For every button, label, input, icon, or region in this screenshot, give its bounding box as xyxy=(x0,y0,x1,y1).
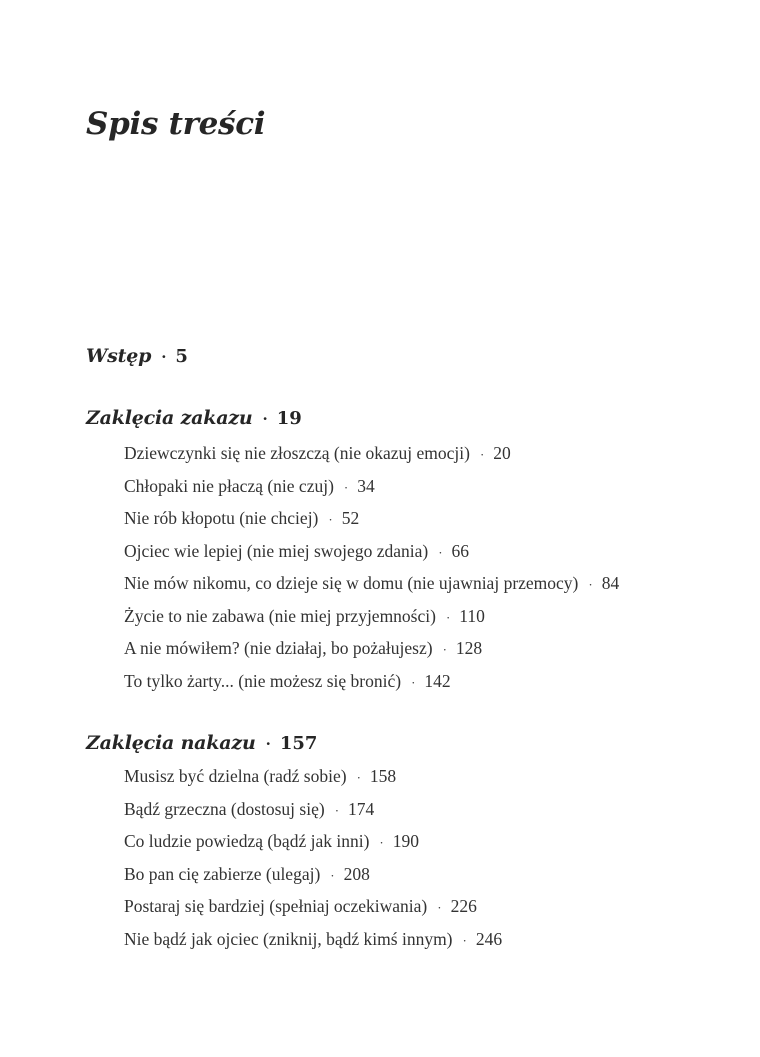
entry-page-number: 226 xyxy=(450,896,477,916)
toc-section-zaklecia-nakazu[interactable] xyxy=(86,729,317,758)
toc-entry[interactable] xyxy=(124,858,502,891)
toc-entry[interactable] xyxy=(124,632,619,665)
toc-entry[interactable] xyxy=(124,890,502,923)
entry-label: Nie rób kłopotu (nie chciej) xyxy=(124,508,319,528)
section-label: Zaklęcia zakazu xyxy=(86,407,253,429)
section-page-number: 157 xyxy=(279,733,318,754)
entry-label: Bądź grzeczna (dostosuj się) xyxy=(124,798,325,819)
entry-page-number: 110 xyxy=(459,605,485,626)
toc-entries-zaklecia-zakazu xyxy=(124,437,619,697)
toc-section-zaklecia-zakazu[interactable] xyxy=(86,404,302,433)
toc-entry[interactable] xyxy=(124,793,502,826)
separator-dot: · xyxy=(442,642,447,657)
toc-section-wstep[interactable] xyxy=(86,342,188,371)
entry-label: Chłopaki nie płaczą (nie czuj) xyxy=(124,475,334,496)
toc-entry[interactable] xyxy=(124,535,619,568)
toc-entry[interactable] xyxy=(124,600,619,633)
separator-dot: · xyxy=(262,410,268,428)
separator-dot: · xyxy=(588,577,593,592)
entry-label: Bo pan cię zabierze (ulegaj) xyxy=(124,863,321,884)
separator-dot: · xyxy=(356,770,361,785)
entry-page-number: 20 xyxy=(493,443,511,463)
toc-entry[interactable] xyxy=(124,502,619,535)
entry-page-number: 246 xyxy=(475,928,503,949)
entry-page-number: 34 xyxy=(357,475,375,496)
separator-dot: · xyxy=(438,544,443,560)
separator-dot: · xyxy=(328,512,333,527)
entry-label: Co ludzie powiedzą (bądź jak inni) xyxy=(124,831,370,851)
separator-dot: · xyxy=(411,674,416,690)
entry-label: Nie mów nikomu, co dzieje się w domu (nie ujawniaj przemocy) xyxy=(124,573,579,593)
separator-dot: · xyxy=(334,802,340,818)
entry-label: Musisz być dzielna (radź sobie) xyxy=(124,766,347,786)
entry-label: To tylko żarty... (nie możesz się bronić) xyxy=(124,670,402,691)
separator-dot: · xyxy=(437,900,442,915)
toc-entry[interactable] xyxy=(124,567,619,600)
entry-label: Dziewczynki się nie złoszczą (nie okazuj emocji) xyxy=(124,443,470,463)
separator-dot: · xyxy=(479,447,485,462)
toc-entries-zaklecia-nakazu xyxy=(124,760,502,955)
entry-label: Nie bądź jak ojciec (zniknij, bądź kimś innym) xyxy=(124,928,453,949)
toc-entry[interactable] xyxy=(124,470,619,503)
separator-dot: · xyxy=(343,479,349,495)
separator-dot: · xyxy=(161,348,167,366)
separator-dot: · xyxy=(445,609,451,625)
separator-dot: · xyxy=(379,835,384,850)
toc-entry[interactable] xyxy=(124,665,619,698)
section-page-number: 19 xyxy=(276,408,302,429)
toc-entry[interactable] xyxy=(124,923,502,956)
entry-page-number: 142 xyxy=(424,670,451,691)
page-title: Spis treści xyxy=(86,106,266,142)
entry-page-number: 190 xyxy=(392,831,419,851)
entry-page-number: 84 xyxy=(601,573,620,593)
separator-dot: · xyxy=(265,735,271,753)
toc-entry[interactable] xyxy=(124,825,502,858)
section-label: Wstęp xyxy=(86,345,152,367)
separator-dot: · xyxy=(462,932,467,948)
entry-page-number: 208 xyxy=(343,863,370,884)
toc-entry[interactable] xyxy=(124,760,502,793)
section-page-number: 5 xyxy=(175,346,188,367)
entry-page-number: 158 xyxy=(369,766,397,786)
entry-label: Postaraj się bardziej (spełniaj oczekiwania) xyxy=(124,896,428,916)
entry-page-number: 66 xyxy=(451,540,470,561)
toc-entry[interactable] xyxy=(124,437,619,470)
separator-dot: · xyxy=(330,867,335,883)
entry-page-number: 174 xyxy=(348,798,375,819)
entry-label: Życie to nie zabawa (nie miej przyjemności) xyxy=(124,605,436,626)
section-label: Zaklęcia nakazu xyxy=(86,732,256,754)
entry-label: Ojciec wie lepiej (nie miej swojego zdania) xyxy=(124,540,429,561)
entry-page-number: 128 xyxy=(455,638,483,658)
entry-label: A nie mówiłem? (nie działaj, bo pożałujesz) xyxy=(124,638,433,658)
entry-page-number: 52 xyxy=(341,508,360,528)
